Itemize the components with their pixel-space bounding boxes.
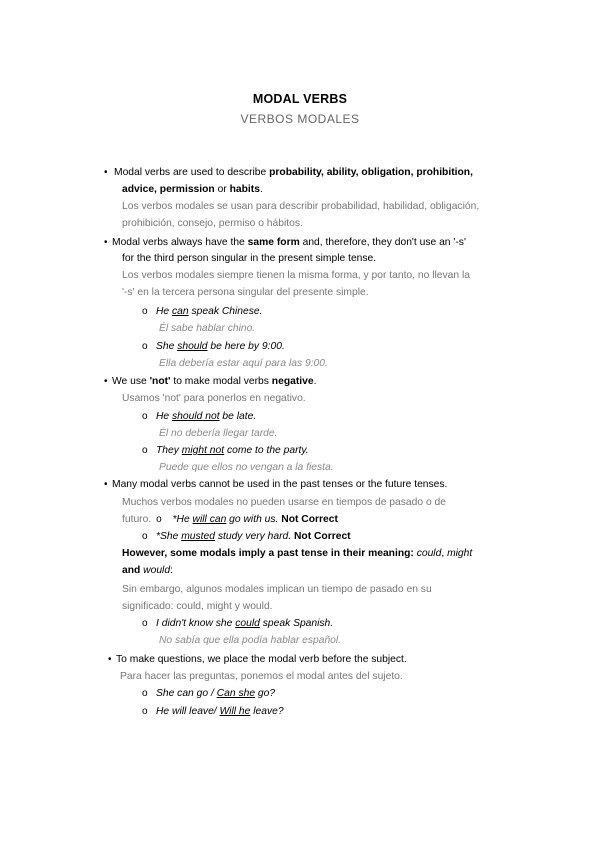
spanish-text: futuro.	[122, 514, 152, 525]
s4-spanish-line4: significado: could, might y would.	[122, 601, 273, 612]
bullet: •	[104, 376, 108, 387]
s2-example1	[156, 305, 262, 319]
s5-example1	[156, 687, 275, 701]
sub-bullet: o	[142, 306, 148, 317]
text: I didn't know she	[156, 618, 236, 629]
text: .	[313, 376, 317, 387]
sub-bullet: o	[142, 706, 148, 717]
text: He will leave/	[156, 706, 220, 717]
text: to make modal verbs	[170, 376, 272, 387]
sub-bullet: o	[142, 411, 148, 422]
italic-text: could	[416, 548, 442, 559]
sub-bullet: o	[142, 688, 148, 699]
s5-line1: To make questions, we place the modal verb before the subject.	[116, 654, 407, 665]
s4-spanish-line3: Sin embargo, algunos modales implican un tiempo de pasado en su	[122, 584, 432, 595]
text: *He	[172, 514, 193, 525]
s5-example2	[156, 705, 284, 719]
s4-spanish-line2-with-example	[122, 513, 338, 527]
page-subtitle: VERBOS MODALES	[240, 112, 360, 126]
s1-line1	[114, 166, 473, 180]
underlined-text: might not	[181, 445, 225, 456]
bullet: •	[104, 237, 108, 248]
text: She	[156, 341, 178, 352]
text: and, therefore, they don't use an '-s'	[299, 237, 466, 248]
text: He	[156, 306, 173, 317]
text: be late.	[219, 411, 257, 422]
s4-spanish-line1: Muchos verbos modales no pueden usarse en tiempos de pasado o de	[122, 497, 446, 508]
text: We use	[112, 376, 150, 387]
text: Modal verbs are used to describe	[114, 167, 270, 178]
s3-example1-spanish: Él no debería llegar tarde.	[159, 428, 278, 439]
s4-line2	[122, 547, 472, 561]
underlined-text: should not	[172, 411, 220, 422]
text: .	[259, 184, 263, 195]
s2-spanish-line2: '-s' en la tercera persona singular del presente simple.	[122, 287, 369, 298]
text: He	[156, 411, 173, 422]
s4-example3	[156, 617, 333, 631]
bullet: •	[104, 167, 108, 178]
page-title: MODAL VERBS	[252, 92, 348, 106]
underlined-text: Can she	[216, 688, 256, 699]
sub-bullet: o	[142, 618, 148, 629]
s2-line1	[112, 236, 466, 250]
italic-text: might	[447, 548, 473, 559]
not-correct-label: Not Correct	[291, 531, 351, 542]
s2-example2-spanish: Ella debería estar aquí para las 9:00.	[159, 358, 328, 369]
bold-text: same form	[247, 237, 300, 248]
bold-text: probability, ability, obligation, prohibition,	[269, 167, 473, 178]
text: go with us.	[226, 514, 279, 525]
not-correct-label: Not Correct	[278, 514, 338, 525]
text: :	[170, 565, 173, 576]
s3-example2-spanish: Puede que ellos no vengan a la fiesta.	[159, 462, 334, 473]
bullet: •	[108, 654, 112, 665]
s1-spanish-line2: prohibición, consejo, permiso o hábitos.	[122, 218, 303, 229]
underlined-text: musted	[181, 531, 215, 542]
text: Modal verbs always have the	[112, 237, 248, 248]
text: study very hard.	[214, 531, 292, 542]
sub-bullet: o	[156, 514, 162, 525]
text: *She	[156, 531, 182, 542]
sub-bullet: o	[142, 445, 148, 456]
text: She can go /	[156, 688, 217, 699]
s1-spanish-line1: Los verbos modales se usan para describir probabilidad, habilidad, obligación,	[122, 201, 480, 212]
text: go?	[255, 688, 276, 699]
text: be here by 9:00.	[207, 341, 285, 352]
sub-bullet: o	[142, 531, 148, 542]
text: speak Chinese.	[188, 306, 263, 317]
text: speak Spanish.	[259, 618, 334, 629]
s3-line1	[112, 375, 316, 389]
s2-line2: for the third person singular in the present simple tense.	[122, 253, 377, 264]
bold-text: However, some modals imply a past tense in their meaning:	[122, 548, 417, 559]
s2-example1-spanish: Él sabe hablar chino.	[159, 323, 256, 334]
bold-text: and	[122, 565, 144, 576]
text: They	[156, 445, 182, 456]
text: or	[214, 184, 230, 195]
s2-example2	[156, 340, 285, 354]
bold-text: advice, permission	[122, 184, 215, 195]
underlined-text: could	[235, 618, 260, 629]
bold-text: negative	[271, 376, 314, 387]
bold-text: habits	[229, 184, 260, 195]
bullet: •	[104, 479, 108, 490]
s4-line3	[122, 564, 173, 578]
italic-text: would	[143, 565, 171, 576]
s3-example1	[156, 410, 256, 424]
underlined-text: Will he	[219, 706, 251, 717]
s2-spanish-line1: Los verbos modales siempre tienen la misma forma, y por tanto, no llevan la	[122, 270, 470, 281]
s3-example2	[156, 444, 309, 458]
sub-bullet: o	[142, 341, 148, 352]
text: come to the party.	[224, 445, 309, 456]
s5-spanish-line1: Para hacer las preguntas, ponemos el modal antes del sujeto.	[120, 671, 403, 682]
underlined-text: will can	[192, 514, 227, 525]
s1-line2	[122, 183, 263, 197]
s4-example3-spanish: No sabía que ella podía hablar español.	[159, 635, 342, 646]
text: ,	[441, 548, 448, 559]
underlined-text: can	[172, 306, 189, 317]
s4-example2	[156, 530, 351, 544]
text: leave?	[250, 706, 284, 717]
s3-spanish-line1: Usamos 'not' para ponerlos en negativo.	[122, 393, 306, 404]
underlined-text: should	[177, 341, 208, 352]
s4-line1: Many modal verbs cannot be used in the past tenses or the future tenses.	[112, 479, 448, 490]
bold-text: 'not'	[149, 376, 171, 387]
